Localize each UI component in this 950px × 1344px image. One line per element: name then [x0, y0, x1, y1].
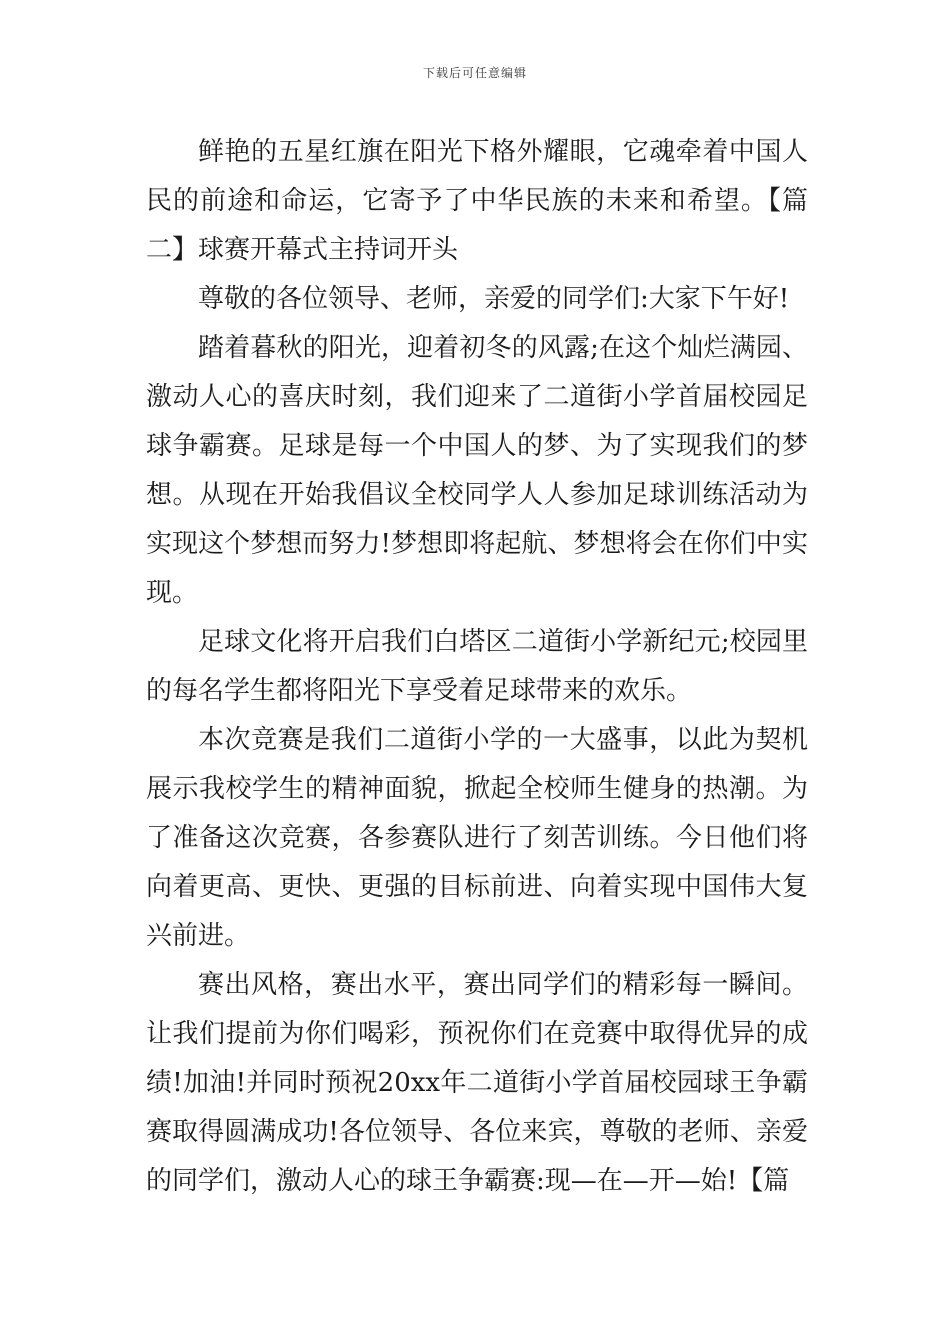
- paragraph-3: 踏着暮秋的阳光，迎着初冬的风露;在这个灿烂满园、激动人心的喜庆时刻，我们迎来了二道街小学首届校园足球争霸赛。足球是每一个中国人的梦、为了实现我们的梦想。从现在开始我倡议全校同学人人参加足球训练活动为实现这个梦想而努力!梦想即将起航、梦想将会在你们中实现。: [146, 333, 808, 608]
- paragraph-4: 足球文化将开启我们白塔区二道街小学新纪元;校园里的每名学生都将阳光下享受着足球带来的欢乐。: [146, 627, 808, 706]
- page-header: 下载后可任意编辑: [422, 66, 527, 80]
- paragraph-2: 尊敬的各位领导、老师，亲爱的同学们:大家下午好!: [198, 284, 790, 314]
- paragraph-1: 鲜艳的五星红旗在阳光下格外耀眼，它魂牵着中国人民的前途和命运，它寄予了中华民族的未来和希望。【篇二】球赛开幕式主持词开头: [146, 137, 808, 265]
- paragraph-6: 赛出风格，赛出水平，赛出同学们的精彩每一瞬间。让我们提前为你们喝彩，预祝你们在竞赛中取得优异的成绩!加油!并同时预祝20xx年二道街小学首届校园球王争霸赛取得圆满成功!各位领导、各位来宾，尊敬的老师、亲爱的同学们，激动人心的球王争霸赛:现—在—开—始!【篇: [146, 970, 808, 1196]
- document-body: [146, 128, 808, 1206]
- paragraph-5: 本次竞赛是我们二道街小学的一大盛事，以此为契机展示我校学生的精神面貌，掀起全校师生健身的热潮。为了准备这次竞赛，各参赛队进行了刻苦训练。今日他们将向着更高、更快、更强的目标前进、向着实现中国伟大复兴前进。: [146, 725, 808, 951]
